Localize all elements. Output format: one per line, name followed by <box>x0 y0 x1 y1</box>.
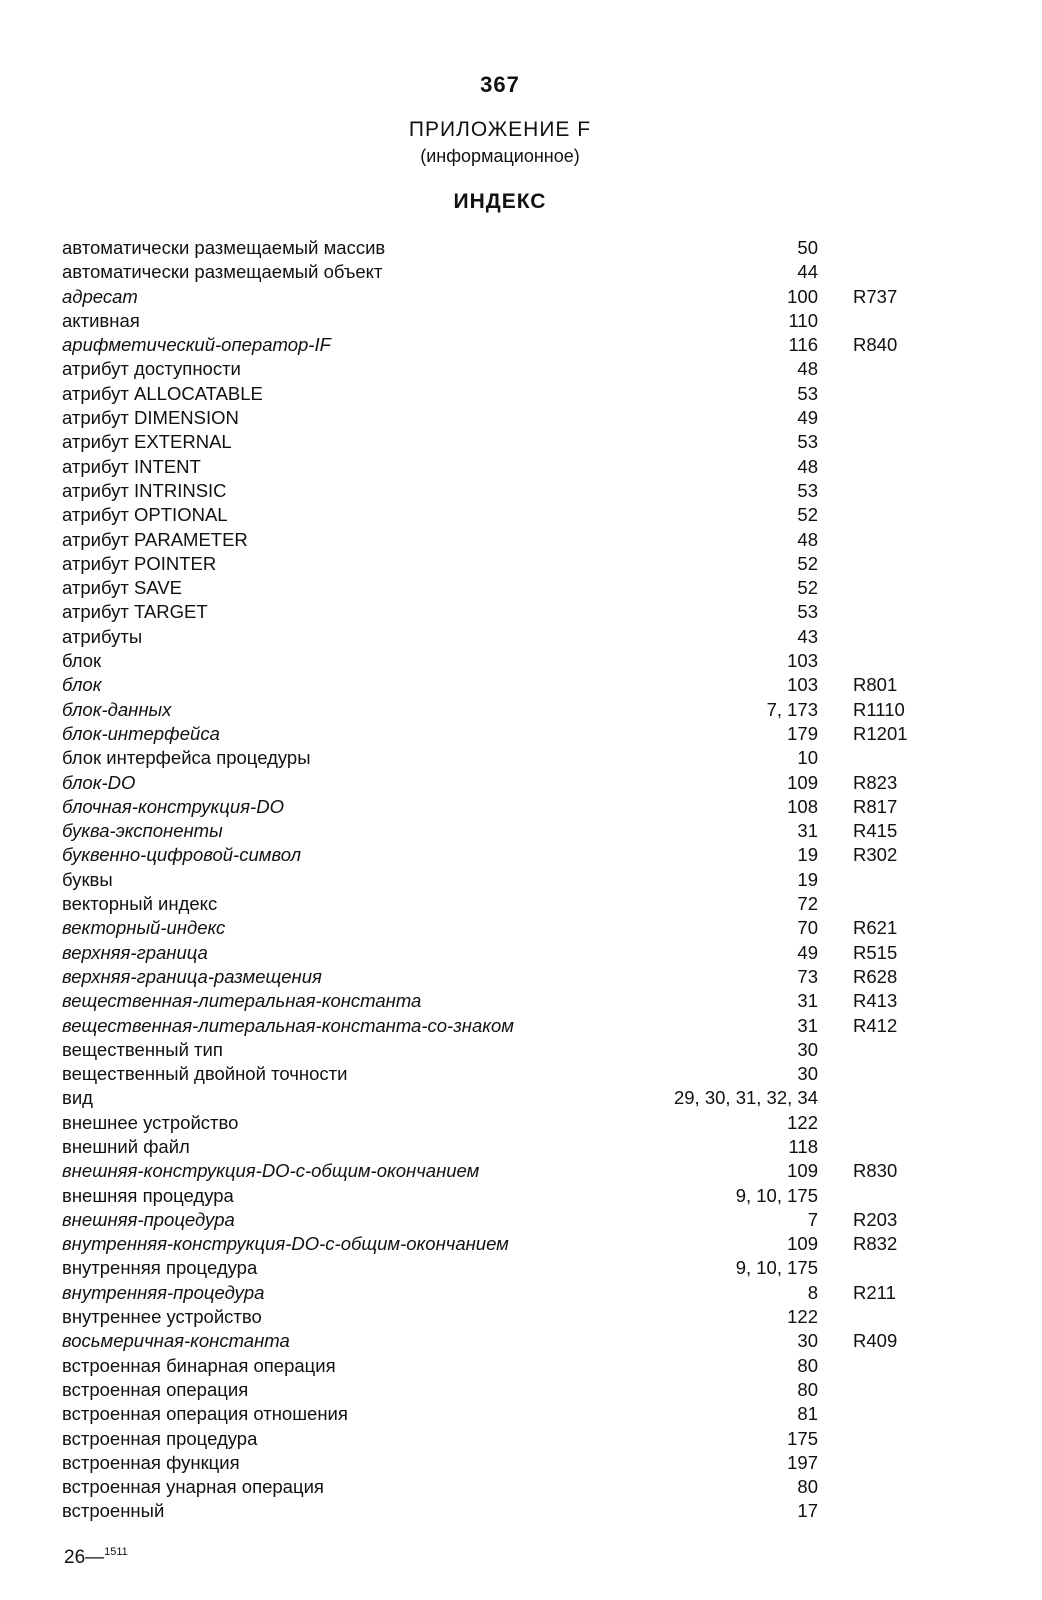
index-entry <box>62 1402 962 1426</box>
index-pages: 72 <box>797 893 818 915</box>
index-term: вещественный тип <box>62 1038 223 1060</box>
index-pages: 52 <box>797 577 818 599</box>
index-pages: 44 <box>797 261 818 283</box>
index-entry <box>62 406 962 430</box>
index-term: внешняя-конструкция-DO-с-общим-окончанием <box>62 1160 480 1182</box>
index-term: блок <box>62 674 102 696</box>
index-pages: 43 <box>797 625 818 647</box>
index-pages: 80 <box>797 1354 818 1376</box>
index-term: атрибуты <box>62 625 143 647</box>
index-term: атрибут TARGET <box>62 601 208 623</box>
index-entry <box>62 771 962 795</box>
index-term: внешняя-процедура <box>62 1208 235 1230</box>
index-term: буква-экспоненты <box>62 820 223 842</box>
index-term: встроенная операция отношения <box>62 1403 348 1425</box>
index-entry <box>62 673 962 697</box>
index-entry <box>62 1062 962 1086</box>
index-pages: 9, 10, 175 <box>735 1184 818 1206</box>
index-rule: R832 <box>853 1233 898 1255</box>
index-entry <box>62 1159 962 1183</box>
index-pages: 122 <box>787 1111 818 1133</box>
index-term: атрибут SAVE <box>62 577 183 599</box>
index-pages: 30 <box>797 1330 818 1352</box>
index-entry <box>62 1086 962 1110</box>
index-pages: 7, 173 <box>766 698 818 720</box>
index-pages: 53 <box>797 479 818 501</box>
index-pages: 179 <box>787 722 818 744</box>
index-pages: 29, 30, 31, 32, 34 <box>673 1087 818 1109</box>
index-entry <box>62 1184 962 1208</box>
index-entry <box>62 600 962 624</box>
index-rule: R621 <box>853 917 898 939</box>
index-term: активная <box>62 309 140 331</box>
index-pages: 122 <box>787 1306 818 1328</box>
index-rule: R1110 <box>853 698 905 720</box>
index-entry <box>62 941 962 965</box>
index-term: восьмеричная-константа <box>62 1330 290 1352</box>
index-term: автоматически размещаемый массив <box>62 237 386 258</box>
index-entry <box>62 625 962 649</box>
index-entry <box>62 746 962 770</box>
index-term: верхняя-граница-размещения <box>62 965 322 987</box>
index-entry <box>62 1354 962 1378</box>
index-term: внешняя процедура <box>62 1184 234 1206</box>
index-pages: 116 <box>788 334 818 356</box>
index-term: встроенная бинарная операция <box>62 1354 336 1376</box>
index-entry <box>62 1499 962 1523</box>
index-rule: R203 <box>853 1208 898 1230</box>
index-term: блочная-конструкция-DO <box>62 795 284 817</box>
index-entry <box>62 1038 962 1062</box>
index-rule: R415 <box>853 820 898 842</box>
index-term: внутренняя-конструкция-DO-с-общим-окончанием <box>62 1233 509 1255</box>
index-entry <box>62 333 962 357</box>
index-entry <box>62 1256 962 1280</box>
appendix-subtitle: (информационное) <box>420 146 580 166</box>
index-term: атрибут EXTERNAL <box>62 431 232 453</box>
index-term: встроенная процедура <box>62 1427 258 1449</box>
index-term: встроенная функция <box>62 1451 240 1473</box>
index-pages: 31 <box>797 820 818 842</box>
index-term: векторный-индекс <box>62 917 226 939</box>
index-pages: 48 <box>797 455 818 477</box>
index-pages: 80 <box>797 1476 818 1498</box>
index-term: буквенно-цифровой-символ <box>62 844 302 866</box>
index-entry <box>62 1111 962 1135</box>
index-pages: 31 <box>797 990 818 1012</box>
index-pages: 103 <box>787 650 818 672</box>
index-term: атрибут INTRINSIC <box>62 479 227 501</box>
index-pages: 175 <box>787 1427 818 1449</box>
index-term: атрибут INTENT <box>62 455 201 477</box>
index-rule: R817 <box>853 795 898 817</box>
index-rule: R302 <box>853 844 898 866</box>
index-term: атрибут POINTER <box>62 552 217 574</box>
index-pages: 49 <box>797 941 818 963</box>
page-number: 367 <box>480 72 520 97</box>
index-rule: R830 <box>853 1160 898 1182</box>
index-term: вещественная-литеральная-константа-со-знаком <box>62 1014 514 1036</box>
index-entry <box>62 260 962 284</box>
index-entry <box>62 916 962 940</box>
index-pages: 53 <box>797 382 818 404</box>
index-pages: 100 <box>787 285 818 307</box>
index-term: встроенный <box>62 1500 165 1522</box>
index-entry <box>62 503 962 527</box>
index-pages: 80 <box>797 1378 818 1400</box>
index-pages: 103 <box>787 674 818 696</box>
index-rule: R801 <box>853 674 898 696</box>
index-entry <box>62 1451 962 1475</box>
index-entry <box>62 722 962 746</box>
index-term: вид <box>62 1087 93 1109</box>
index-rule: R1201 <box>853 722 908 744</box>
index-pages: 110 <box>788 309 818 331</box>
index-entry <box>62 382 962 406</box>
index-entry <box>62 552 962 576</box>
index-pages: 9, 10, 175 <box>735 1257 818 1279</box>
index-entry <box>62 1208 962 1232</box>
index-pages: 81 <box>797 1403 818 1425</box>
index-entry <box>62 1014 962 1038</box>
index-term: адресат <box>62 285 138 307</box>
index-pages: 52 <box>797 552 818 574</box>
index-pages: 30 <box>797 1063 818 1085</box>
index-term: вещественная-литеральная-константа <box>62 990 422 1012</box>
index-pages: 7 <box>807 1208 818 1230</box>
index-pages: 70 <box>797 917 818 939</box>
index-term: атрибут ALLOCATABLE <box>62 382 263 404</box>
index-rule: R737 <box>853 285 898 307</box>
index-entry <box>62 528 962 552</box>
index-entry <box>62 1378 962 1402</box>
index-entry <box>62 819 962 843</box>
index-entry <box>62 309 962 333</box>
index-term: арифметический-оператор-IF <box>62 334 331 356</box>
index-rule: R515 <box>853 941 898 963</box>
index-entry <box>62 698 962 722</box>
index-pages: 73 <box>797 965 818 987</box>
index-entry <box>62 455 962 479</box>
index-pages: 109 <box>787 771 818 793</box>
index-entry <box>62 357 962 381</box>
index-term: внутренняя процедура <box>62 1257 258 1279</box>
appendix-title: ПРИЛОЖЕНИЕ F <box>408 118 592 141</box>
index-entry <box>62 649 962 673</box>
index-entry <box>62 795 962 819</box>
index-pages: 118 <box>788 1135 818 1157</box>
index-pages: 197 <box>787 1451 818 1473</box>
index-entry <box>62 1281 962 1305</box>
index-term: блок интерфейса процедуры <box>62 747 311 769</box>
signature-sup: 1511 <box>104 1546 128 1558</box>
signature-main: 26— <box>64 1547 105 1568</box>
index-pages: 19 <box>797 844 818 866</box>
index-term: буквы <box>62 868 113 890</box>
index-pages: 52 <box>797 504 818 526</box>
index-pages: 8 <box>807 1281 818 1303</box>
index-term: внутреннее устройство <box>62 1306 262 1328</box>
index-rule: R211 <box>853 1281 896 1303</box>
index-entry <box>62 479 962 503</box>
index-entry <box>62 868 962 892</box>
index-entry <box>62 1135 962 1159</box>
index-entry <box>62 892 962 916</box>
index-pages: 48 <box>797 528 818 550</box>
index-entry <box>62 1475 962 1499</box>
index-term: атрибут доступности <box>62 358 241 380</box>
index-pages: 109 <box>787 1233 818 1255</box>
printer-signature <box>64 1546 128 1569</box>
index-pages: 48 <box>797 358 818 380</box>
index-heading: ИНДЕКС <box>453 190 547 213</box>
index-term: внутренняя-процедура <box>62 1281 265 1303</box>
index-rule: R628 <box>853 965 898 987</box>
index-term: блок-интерфейса <box>62 722 220 744</box>
index-term: внешний файл <box>62 1135 190 1157</box>
index-pages: 53 <box>797 601 818 623</box>
index-rule: R823 <box>853 771 898 793</box>
index-rule: R413 <box>853 990 898 1012</box>
index-term: векторный индекс <box>62 893 218 915</box>
index-entry <box>62 1305 962 1329</box>
index-term: блок <box>62 650 102 672</box>
index-pages: 17 <box>797 1500 818 1522</box>
index-term: вещественный двойной точности <box>62 1063 348 1085</box>
index-entry <box>62 285 962 309</box>
index-pages: 108 <box>787 795 818 817</box>
index-entry <box>62 430 962 454</box>
index-term: внешнее устройство <box>62 1111 239 1133</box>
index-term: блок-DO <box>62 771 136 793</box>
index-entry <box>62 576 962 600</box>
index-entry <box>62 989 962 1013</box>
index-term: атрибут PARAMETER <box>62 528 248 550</box>
index-pages: 53 <box>797 431 818 453</box>
index-pages: 30 <box>797 1038 818 1060</box>
index-term: атрибут DIMENSION <box>62 407 239 429</box>
index-pages: 49 <box>797 407 818 429</box>
index-rule: R840 <box>853 334 898 356</box>
index-term: верхняя-граница <box>62 941 208 963</box>
index-term: автоматически размещаемый объект <box>62 261 383 283</box>
index-pages: 109 <box>787 1160 818 1182</box>
index-entry <box>62 965 962 989</box>
index-rule: R409 <box>853 1330 898 1352</box>
index-entry <box>62 236 962 260</box>
index-pages: 10 <box>797 747 818 769</box>
index-term: встроенная унарная операция <box>62 1476 324 1498</box>
index-entry <box>62 1427 962 1451</box>
index-term: блок-данных <box>62 698 172 720</box>
index-entry <box>62 1329 962 1353</box>
index-pages: 19 <box>797 868 818 890</box>
index-rule: R412 <box>853 1014 898 1036</box>
index-pages: 50 <box>797 237 818 258</box>
index-entry <box>62 1232 962 1256</box>
index-entry <box>62 843 962 867</box>
index-term: атрибут OPTIONAL <box>62 504 228 526</box>
index-list <box>62 236 962 1524</box>
index-term: встроенная операция <box>62 1378 249 1400</box>
index-pages: 31 <box>797 1014 818 1036</box>
